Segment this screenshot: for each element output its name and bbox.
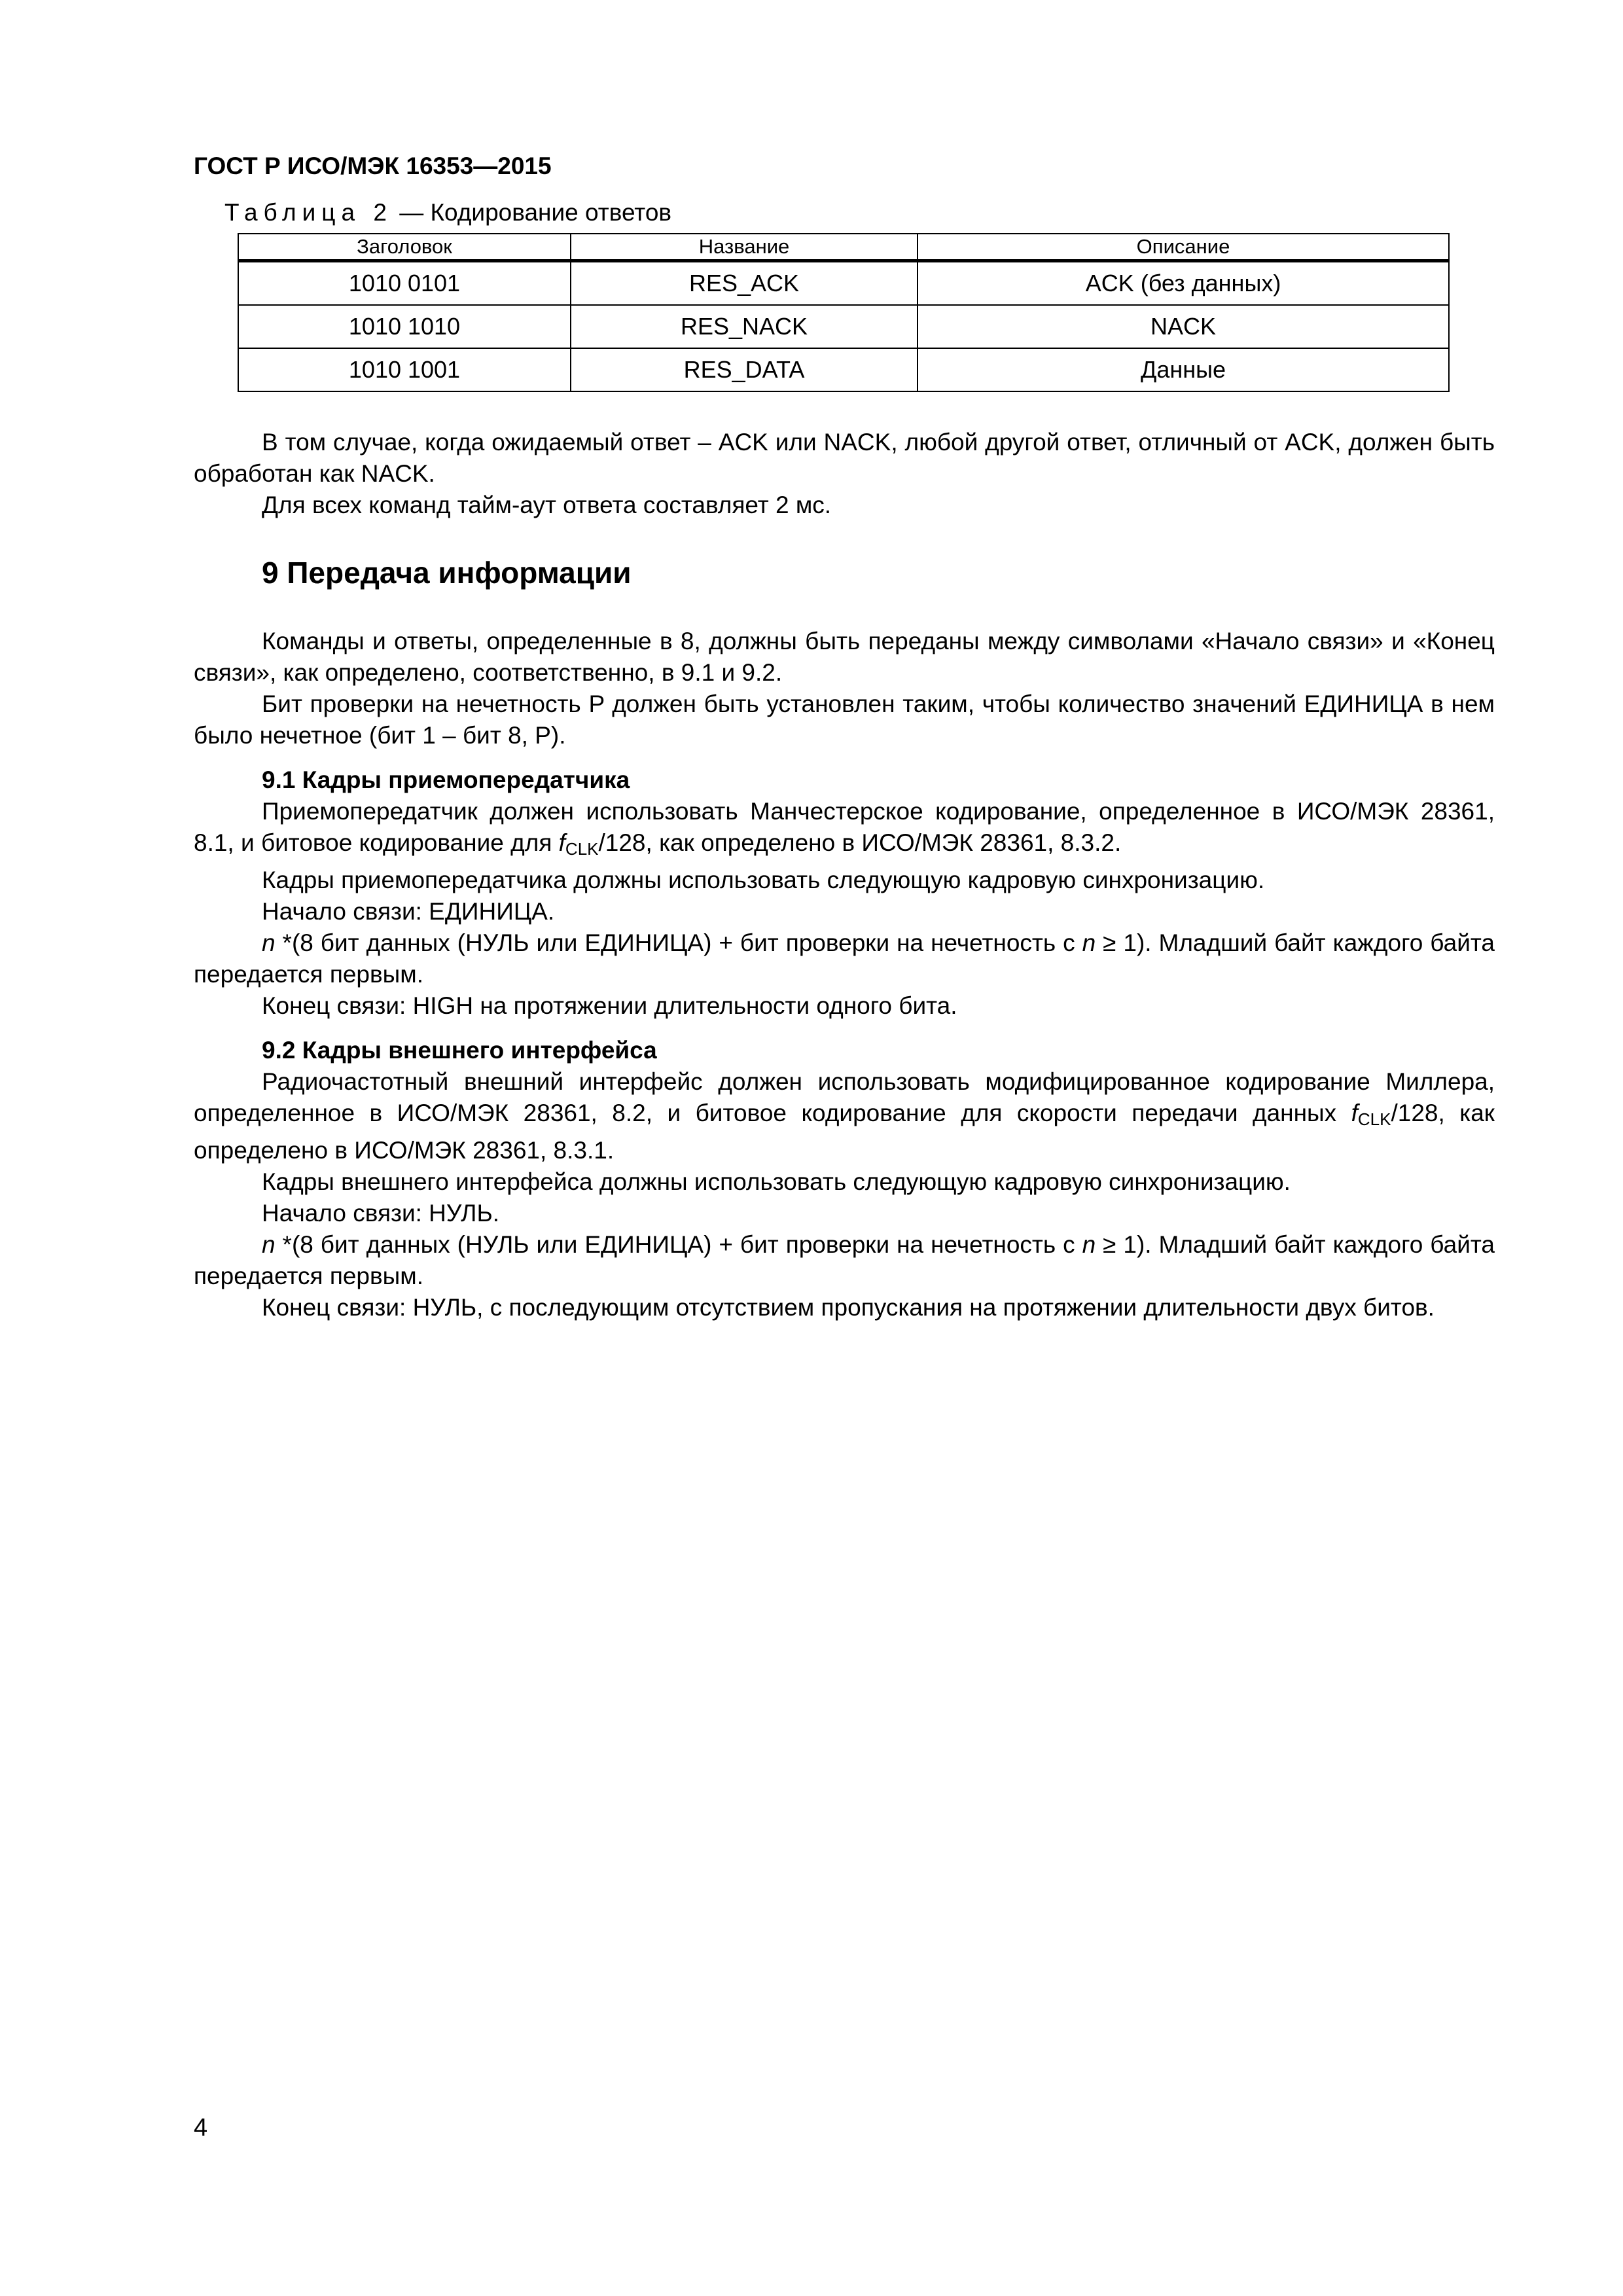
text-run: *(8 бит данных (НУЛЬ или ЕДИНИЦА) + бит проверки на нечетность с [275,1231,1082,1258]
subsection-heading: 9.2 Кадры внешнего интерфейса [262,1037,657,1064]
table-cell: RES_NACK [571,305,918,348]
paragraph: Конец связи: НУЛЬ, с последующим отсутствием пропускания на протяжении длительности двух битов. [262,1294,1435,1321]
table-caption-title: — Кодирование ответов [392,199,672,226]
paragraph: Начало связи: НУЛЬ. [262,1200,500,1227]
paragraph: Кадры приемопередатчика должны использовать следующую кадровую синхронизацию. [262,867,1265,893]
table-cell: Данные [918,348,1449,391]
section-heading: 9 Передача информации [262,556,632,590]
table-caption [224,199,671,226]
table-cell: 1010 1010 [238,305,571,348]
paragraph [194,927,1495,990]
subscript: CLK [565,839,599,859]
table-header-row [238,234,1449,261]
variable-n: n [1082,929,1096,956]
text-run: Приемопередатчик должен использовать Манчестерское кодирование, определенное в ИСО/МЭК 28361, 8.1, и битовое кодирование для [194,798,1495,856]
text-run: ≥ 1). Младший байт каждого байта передается первым. [194,929,1495,988]
text-run: /128, как определено в ИСО/МЭК 28361, 8.3.2. [598,829,1122,856]
text-run: *(8 бит данных (НУЛЬ или ЕДИНИЦА) + бит проверки на нечетность с [275,929,1082,956]
table-row [238,305,1449,348]
variable-n: n [262,929,276,956]
standard-header: ГОСТ Р ИСО/МЭК 16353—2015 [194,152,552,179]
paragraph: Кадры внешнего интерфейса должны использовать следующую кадровую синхронизацию. [262,1168,1291,1195]
table-cell: NACK [918,305,1449,348]
frequency-symbol: f [558,829,565,856]
paragraph: В том случае, когда ожидаемый ответ – ACK или NACK, любой другой ответ, отличный от ACK, должен быть обработан как NACK. [194,429,1495,487]
page-number: 4 [194,2114,208,2142]
subscript: CLK [1357,1109,1391,1129]
intro-block [194,427,1495,521]
paragraph: Команды и ответы, определенные в 8, должны быть переданы между символами «Начало связи» и «Конец связи», как определено, соответственно, в 9.1 и 9.2. [194,628,1495,686]
frequency-symbol: f [1351,1100,1358,1126]
subsection-heading: 9.1 Кадры приемопередатчика [262,766,630,793]
variable-n: n [262,1231,276,1258]
column-header: Название [571,234,918,261]
table-row [238,261,1449,306]
response-coding-table [238,233,1450,392]
table-cell: ACK (без данных) [918,261,1449,306]
table-cell: RES_DATA [571,348,918,391]
table-cell: 1010 0101 [238,261,571,306]
table-row [238,348,1449,391]
paragraph [194,1066,1495,1166]
table-cell: RES_ACK [571,261,918,306]
paragraph [194,796,1495,865]
text-run: /128, как определено в ИСО/МЭК 28361, 8.3.1. [194,1100,1495,1164]
table-cell: 1010 1001 [238,348,571,391]
column-header: Заголовок [238,234,571,261]
paragraph: Для всех команд тайм-аут ответа составляет 2 мс. [262,492,832,518]
column-header: Описание [918,234,1449,261]
text-run: Радиочастотный внешний интерфейс должен использовать модифицированное кодирование Миллера, определенное в ИСО/МЭК 28361, 8.2, и битовое кодирование для скорости передачи данных [194,1068,1495,1126]
variable-n: n [1082,1231,1096,1258]
paragraph: Бит проверки на нечетность P должен быть установлен таким, чтобы количество значений ЕДИНИЦА в нем было нечетное (бит 1 – бит 8, P). [194,691,1495,749]
paragraph [194,1229,1495,1292]
paragraph: Начало связи: ЕДИНИЦА. [262,898,555,925]
section-9-body [194,626,1495,1323]
table-caption-number: Таблица 2 [224,199,393,226]
text-run: ≥ 1). Младший байт каждого байта передается первым. [194,1231,1495,1289]
paragraph: Конец связи: HIGH на протяжении длительности одного бита. [262,992,957,1019]
